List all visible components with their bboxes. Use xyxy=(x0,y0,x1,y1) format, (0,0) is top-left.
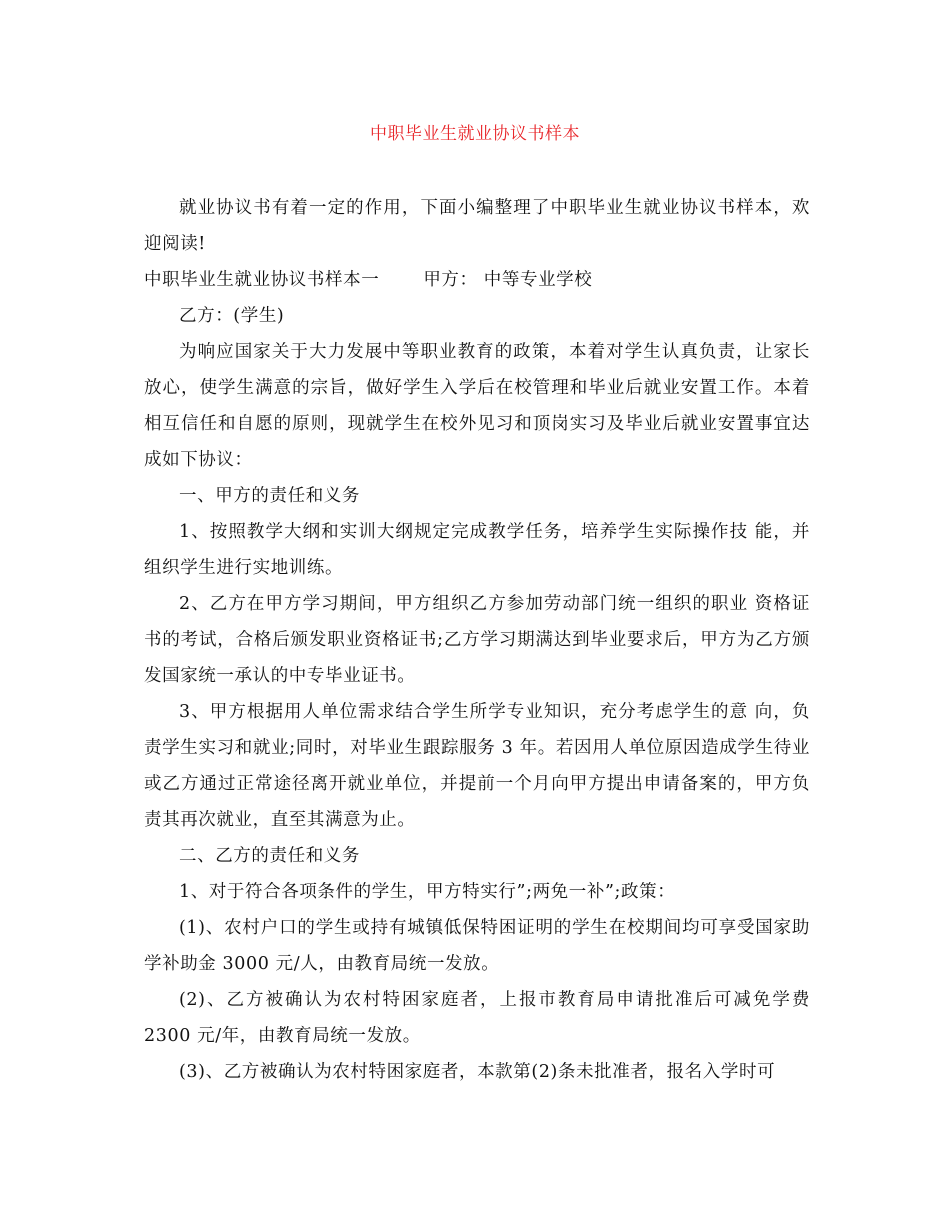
clause-2-1-b: (2)、乙方被确认为农村特困家庭者，上报市教育局申请批准后可减免学费 2300 元/年，由教育局统一发放。 xyxy=(144,990,810,1046)
section-heading-party-a: 一、甲方的责任和义务 xyxy=(179,486,360,506)
section-heading-party-b: 二、乙方的责任和义务 xyxy=(179,846,360,866)
sample-heading: 中职毕业生就业协议书样本一 xyxy=(144,270,380,290)
party-a-line: 甲方： 中等专业学校 xyxy=(423,270,593,290)
clause-2-1: 1、对于符合各项条件的学生，甲方特实行”;两免一补”;政策： xyxy=(179,882,676,902)
sample-heading-line xyxy=(144,262,810,298)
clause-2-1-c: (3)、乙方被确认为农村特困家庭者，本款第(2)条未批准者，报名入学时可 xyxy=(179,1062,776,1082)
party-b-line: 乙方：(学生) xyxy=(179,306,285,326)
document-body xyxy=(144,190,810,1090)
intro-paragraph: 就业协议书有着一定的作用，下面小编整理了中职毕业生就业协议书样本，欢迎阅读! xyxy=(144,198,810,254)
document-title: 中职毕业生就业协议书样本 xyxy=(370,124,580,144)
clause-2-1-a: (1)、农村户口的学生或持有城镇低保特困证明的学生在校期间均可享受国家助学补助金 3000 元/人，由教育局统一发放。 xyxy=(144,918,810,974)
clause-1-1: 1、按照教学大纲和实训大纲规定完成教学任务，培养学生实际操作技 能，并组织学生进行实地训练。 xyxy=(144,522,810,578)
clause-1-2: 2、乙方在甲方学习期间，甲方组织乙方参加劳动部门统一组织的职业 资格证书的考试，合格后颁发职业资格证书;乙方学习期满达到毕业要求后，甲方为乙方颁发国家统一承认的中专毕业证书。 xyxy=(144,594,810,686)
preamble-paragraph: 为响应国家关于大力发展中等职业教育的政策，本着对学生认真负责，让家长放心，使学生满意的宗旨，做好学生入学后在校管理和毕业后就业安置工作。本着相互信任和自愿的原则，现就学生在校外见习和顶岗实习及毕业后就业安置事宜达成如下协议： xyxy=(144,342,810,470)
clause-1-3: 3、甲方根据用人单位需求结合学生所学专业知识，充分考虑学生的意 向，负责学生实习和就业;同时，对毕业生跟踪服务 3 年。若因用人单位原因造成学生待业或乙方通过正常途径离开就业单位，并提前一个月向甲方提出申请备案的，甲方负责其再次就业，直至其满意为止。 xyxy=(144,702,810,830)
